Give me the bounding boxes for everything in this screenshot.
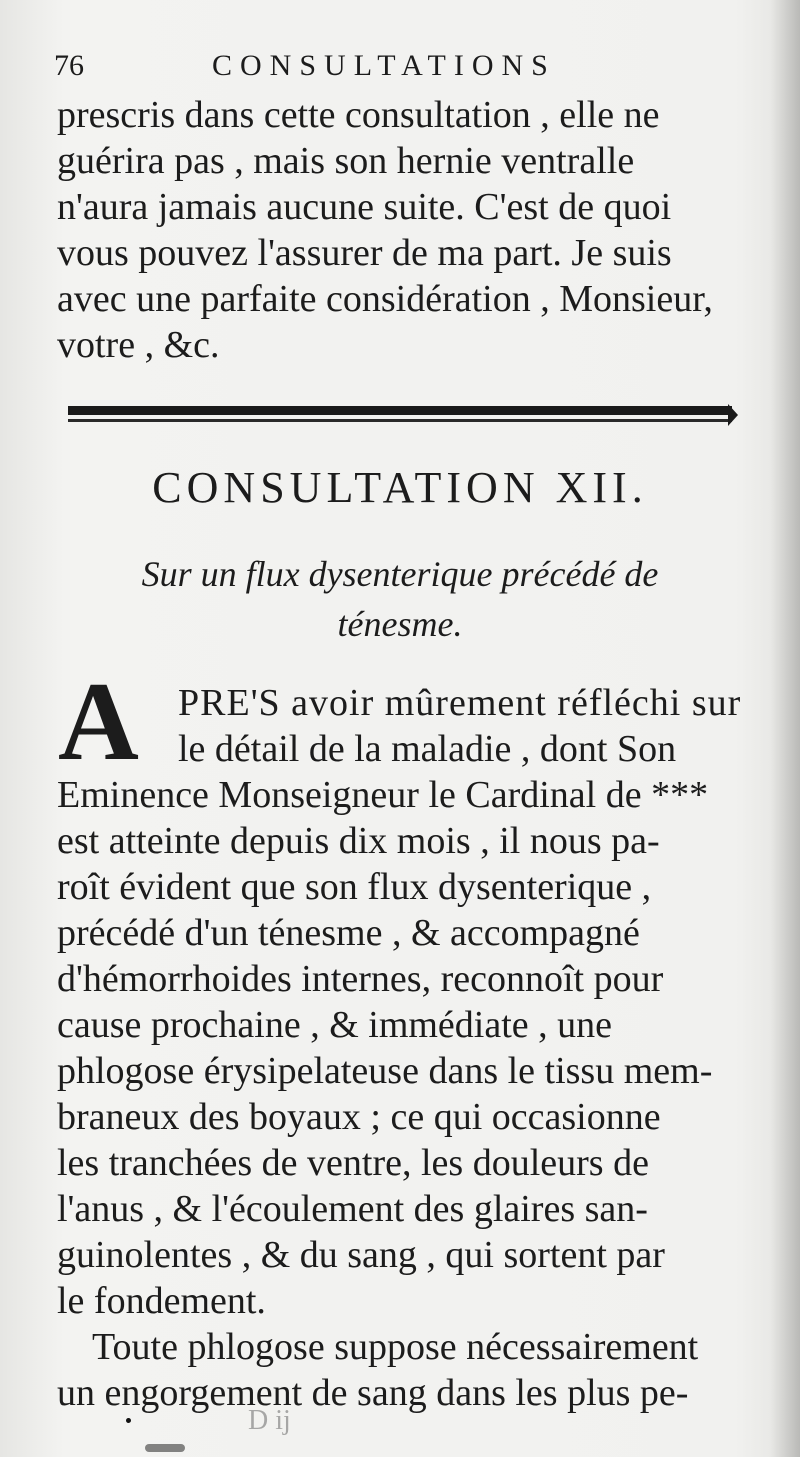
section-divider xyxy=(68,404,734,426)
text-line: d'hémorrhoides internes, reconnoît pour xyxy=(57,958,664,1000)
page-header xyxy=(54,45,694,95)
section-subtitle: Sur un flux dysenterique précédé de xyxy=(141,554,659,594)
text-line: l'anus , & l'écoulement des glaires san- xyxy=(57,1188,648,1230)
page-edge-shadow xyxy=(770,0,800,1457)
signature-mark: D ij xyxy=(248,1405,291,1436)
page-number: 76 xyxy=(54,49,84,82)
ink-speck xyxy=(145,1444,185,1452)
first-line: PRE'S avoir mûrement réfléchi sur xyxy=(178,682,742,724)
text-line: phlogose érysipelateuse dans le tissu mem- xyxy=(57,1050,713,1092)
text-line: Eminence Monseigneur le Cardinal de *** xyxy=(57,774,709,816)
text-line: guérira pas , mais son hernie ventralle xyxy=(57,140,635,182)
text-line: avec une parfaite considération , Monsieur, xyxy=(57,278,713,320)
text-line: votre , &c. xyxy=(57,324,220,366)
text-line: précédé d'un ténesme , & accompagné xyxy=(57,912,640,954)
ink-speck xyxy=(126,1418,131,1423)
running-head: CONSULTATIONS xyxy=(212,49,556,82)
text-line: prescris dans cette consultation , elle ne xyxy=(57,94,660,136)
text-line: vous pouvez l'assurer de ma part. Je suis xyxy=(57,232,672,274)
text-line: braneux des boyaux ; ce qui occasionne xyxy=(57,1096,661,1138)
show-through-text xyxy=(300,330,308,367)
text-line: n'aura jamais aucune suite. C'est de quoi xyxy=(57,186,672,228)
text-line: guinolentes , & du sang , qui sortent par xyxy=(57,1234,665,1276)
text-line: roît évident que son flux dysenterique , xyxy=(57,866,652,908)
drop-cap: A xyxy=(58,660,139,784)
text-line: le détail de la maladie , dont Son xyxy=(178,728,677,770)
section-subtitle-continued: ténesme. xyxy=(337,604,463,644)
text-line: le fondement. xyxy=(57,1280,266,1322)
paragraph-first-line: Toute phlogose suppose nécessairement xyxy=(92,1326,699,1368)
text-line: un engorgement de sang dans les plus pe- xyxy=(57,1372,689,1414)
text-line: cause prochaine , & immédiate , une xyxy=(57,1004,613,1046)
text-line: est atteinte depuis dix mois , il nous pa- xyxy=(57,820,660,862)
text-line: les tranchées de ventre, les douleurs de xyxy=(57,1142,649,1184)
section-title: CONSULTATION XII. xyxy=(152,463,648,512)
